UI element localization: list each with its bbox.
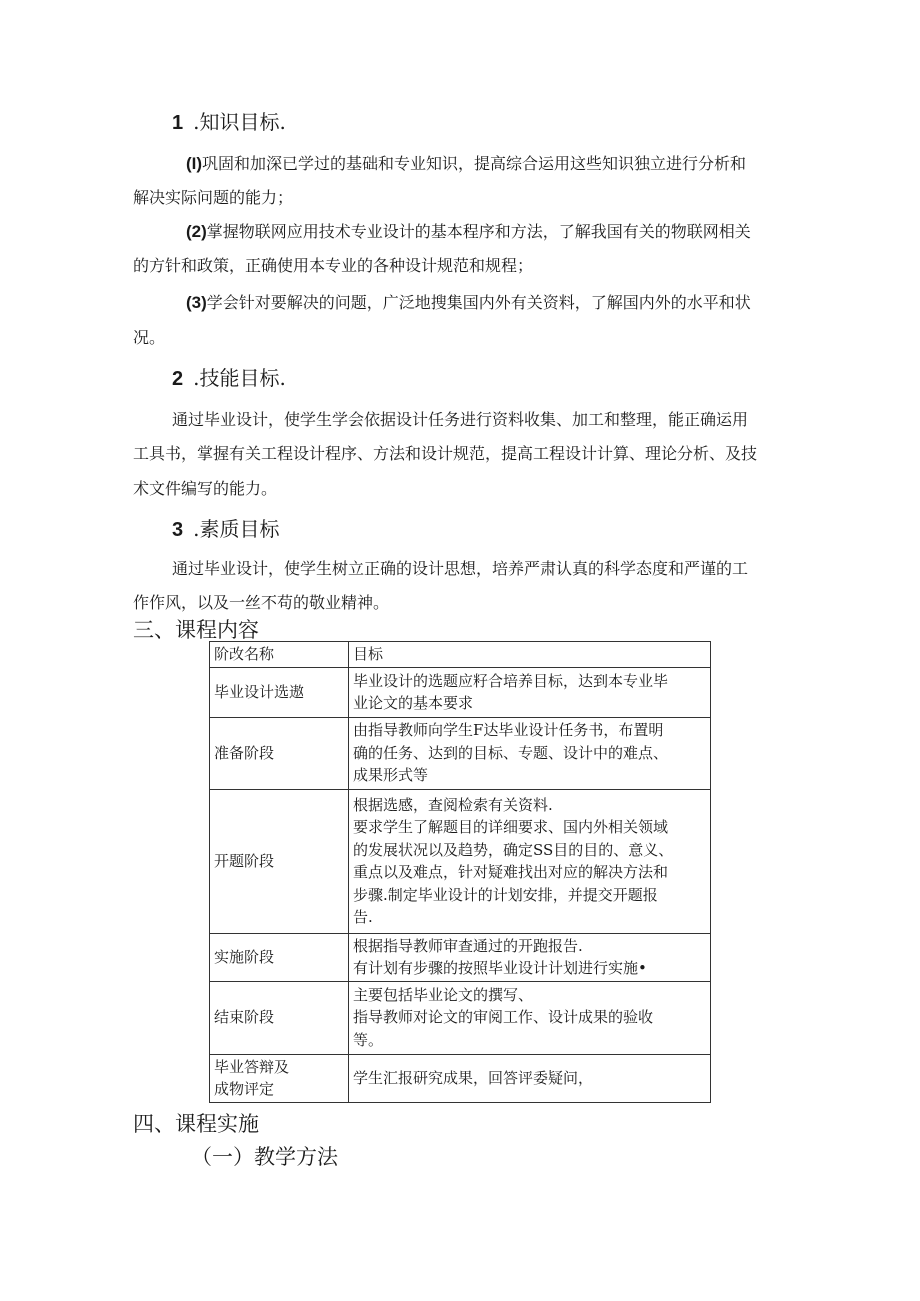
goal-line: 学生汇报研究成果，回答评委疑问， [353,1068,594,1087]
goal-line: 成果形式等 [353,766,429,785]
goal-line: 根据指导教师审查通过的开跑报告. [353,936,583,955]
table-cell-stage [210,1054,349,1102]
knowledge-item-3-line-2: 况。 [133,328,166,347]
goal-line: 由指导教师向学生F达毕业设计任务书，布置明 [353,721,664,740]
knowledge-item-1 [186,147,746,181]
knowledge-item-1-marker: (I) [186,154,203,173]
table-header-row [210,642,711,668]
table-row [210,667,711,717]
knowledge-item-2-marker: (2) [186,222,207,241]
goal-line: 等。 [353,1030,384,1049]
table-cell-goal [349,789,711,933]
quality-goal-line-1: 通过毕业设计，使学生树立正确的设计思想，培养严肃认真的科学态度和严谨的工 [172,559,749,578]
table-header-goal: 目标 [349,642,711,668]
section-course-implementation-title: 四、课程实施 [133,1112,259,1136]
goal-line: 毕业设计的选题应籽合培养目标，达到本专业毕 [353,671,669,690]
goal-line: 告. [353,908,373,926]
table-cell-goal [349,1054,711,1102]
table-cell-stage [210,981,349,1054]
skill-goal-heading [172,362,286,391]
knowledge-item-3 [186,286,751,320]
table-row [210,1054,711,1102]
knowledge-item-1-line-2: 解决实际问题的能力； [133,188,294,207]
stage-line: 毕业答辩及 [214,1057,290,1076]
goal-line: 指导教师对论文的审阅工作、设计成果的验收 [353,1008,654,1027]
table-cell-goal [349,933,711,981]
stage-line: 实施阶段 [214,947,275,966]
knowledge-item-3-line-1: 学会针对要解决的问题，广泛地搜集国内外有关资料，了解国内外的水平和状 [206,293,751,312]
goal-line: 有计划有步骤的按照毕业设计计划进行实施• [353,959,647,977]
skill-goal-number: 2 [172,368,184,390]
stage-line: 毕业设计选遨 [214,682,305,701]
knowledge-item-3-marker: (3) [186,293,207,312]
quality-goal-heading [172,513,279,542]
skill-goal-line-2: 工具书，掌握有关工程设计程序、方法和设计规范，提高工程设计计算、理论分析、及技 [133,444,758,463]
stage-line: 开题阶段 [214,851,275,870]
stage-line: 结束阶段 [214,1008,275,1027]
quality-goal-number: 3 [172,519,184,541]
table-cell-goal [349,667,711,717]
goal-line: 的发展状况以及趋势，确定SS目的目的、意义、 [353,840,674,859]
knowledge-item-2-line-2: 的方针和政策，正确使用本专业的各种设计规范和规程； [133,256,534,275]
knowledge-item-1-line-1: 巩固和加深已学过的基础和专业知识，提高综合运用这些知识独立进行分析和 [202,154,747,173]
table-cell-stage [210,667,349,717]
table-header-stage: 阶改名称 [210,642,349,668]
table-cell-stage [210,717,349,789]
knowledge-item-2-line-1: 掌握物联网应用技术专业设计的基本程序和方法，了解我国有关的物联网相关 [206,222,751,241]
table-row [210,789,711,933]
goal-line: 业论文的基本要求 [353,694,474,712]
skill-goal-line-1: 通过毕业设计，使学生学会依据设计任务进行资料收集、加工和整理，能正确运用 [172,410,749,429]
goal-line: 重点以及难点，针对疑难找出对应的解决方法和 [353,863,669,881]
stage-line: 成物评定 [214,1080,275,1098]
table-cell-stage [210,933,349,981]
table-cell-goal [349,981,711,1054]
knowledge-item-2 [186,215,751,249]
table-cell-goal [349,717,711,789]
knowledge-goal-number: 1 [172,112,184,134]
knowledge-goal-heading [172,106,286,135]
teaching-method-subtitle: （一）教学方法 [191,1145,338,1169]
table-row [210,933,711,981]
course-content-table [209,641,711,1103]
quality-goal-title: .素质目标 [193,517,280,541]
knowledge-goal-title: .知识目标. [193,110,286,134]
table-cell-stage [210,789,349,933]
skill-goal-title: .技能目标. [193,366,286,390]
table-row [210,981,711,1054]
stage-line: 准备阶段 [214,743,275,762]
goal-line: 要求学生了解题目的详细要求、国内外相关领域 [353,818,669,836]
skill-goal-line-3: 术文件编写的能力。 [133,479,278,498]
section-course-content-title: 三、课程内容 [133,618,259,642]
goal-line: 主要包括毕业论文的撰写、 [353,985,534,1004]
goal-line: 步骤.制定毕业设计的计划安排，并提交开题报 [353,885,658,904]
quality-goal-line-2: 作作风，以及一丝不苟的敬业精神。 [133,593,390,612]
goal-line: 根据选感，查阅检索有关资料. [353,795,553,814]
goal-line: 确的任务、达到的目标、专题、设计中的难点、 [353,743,669,762]
table-row [210,717,711,789]
